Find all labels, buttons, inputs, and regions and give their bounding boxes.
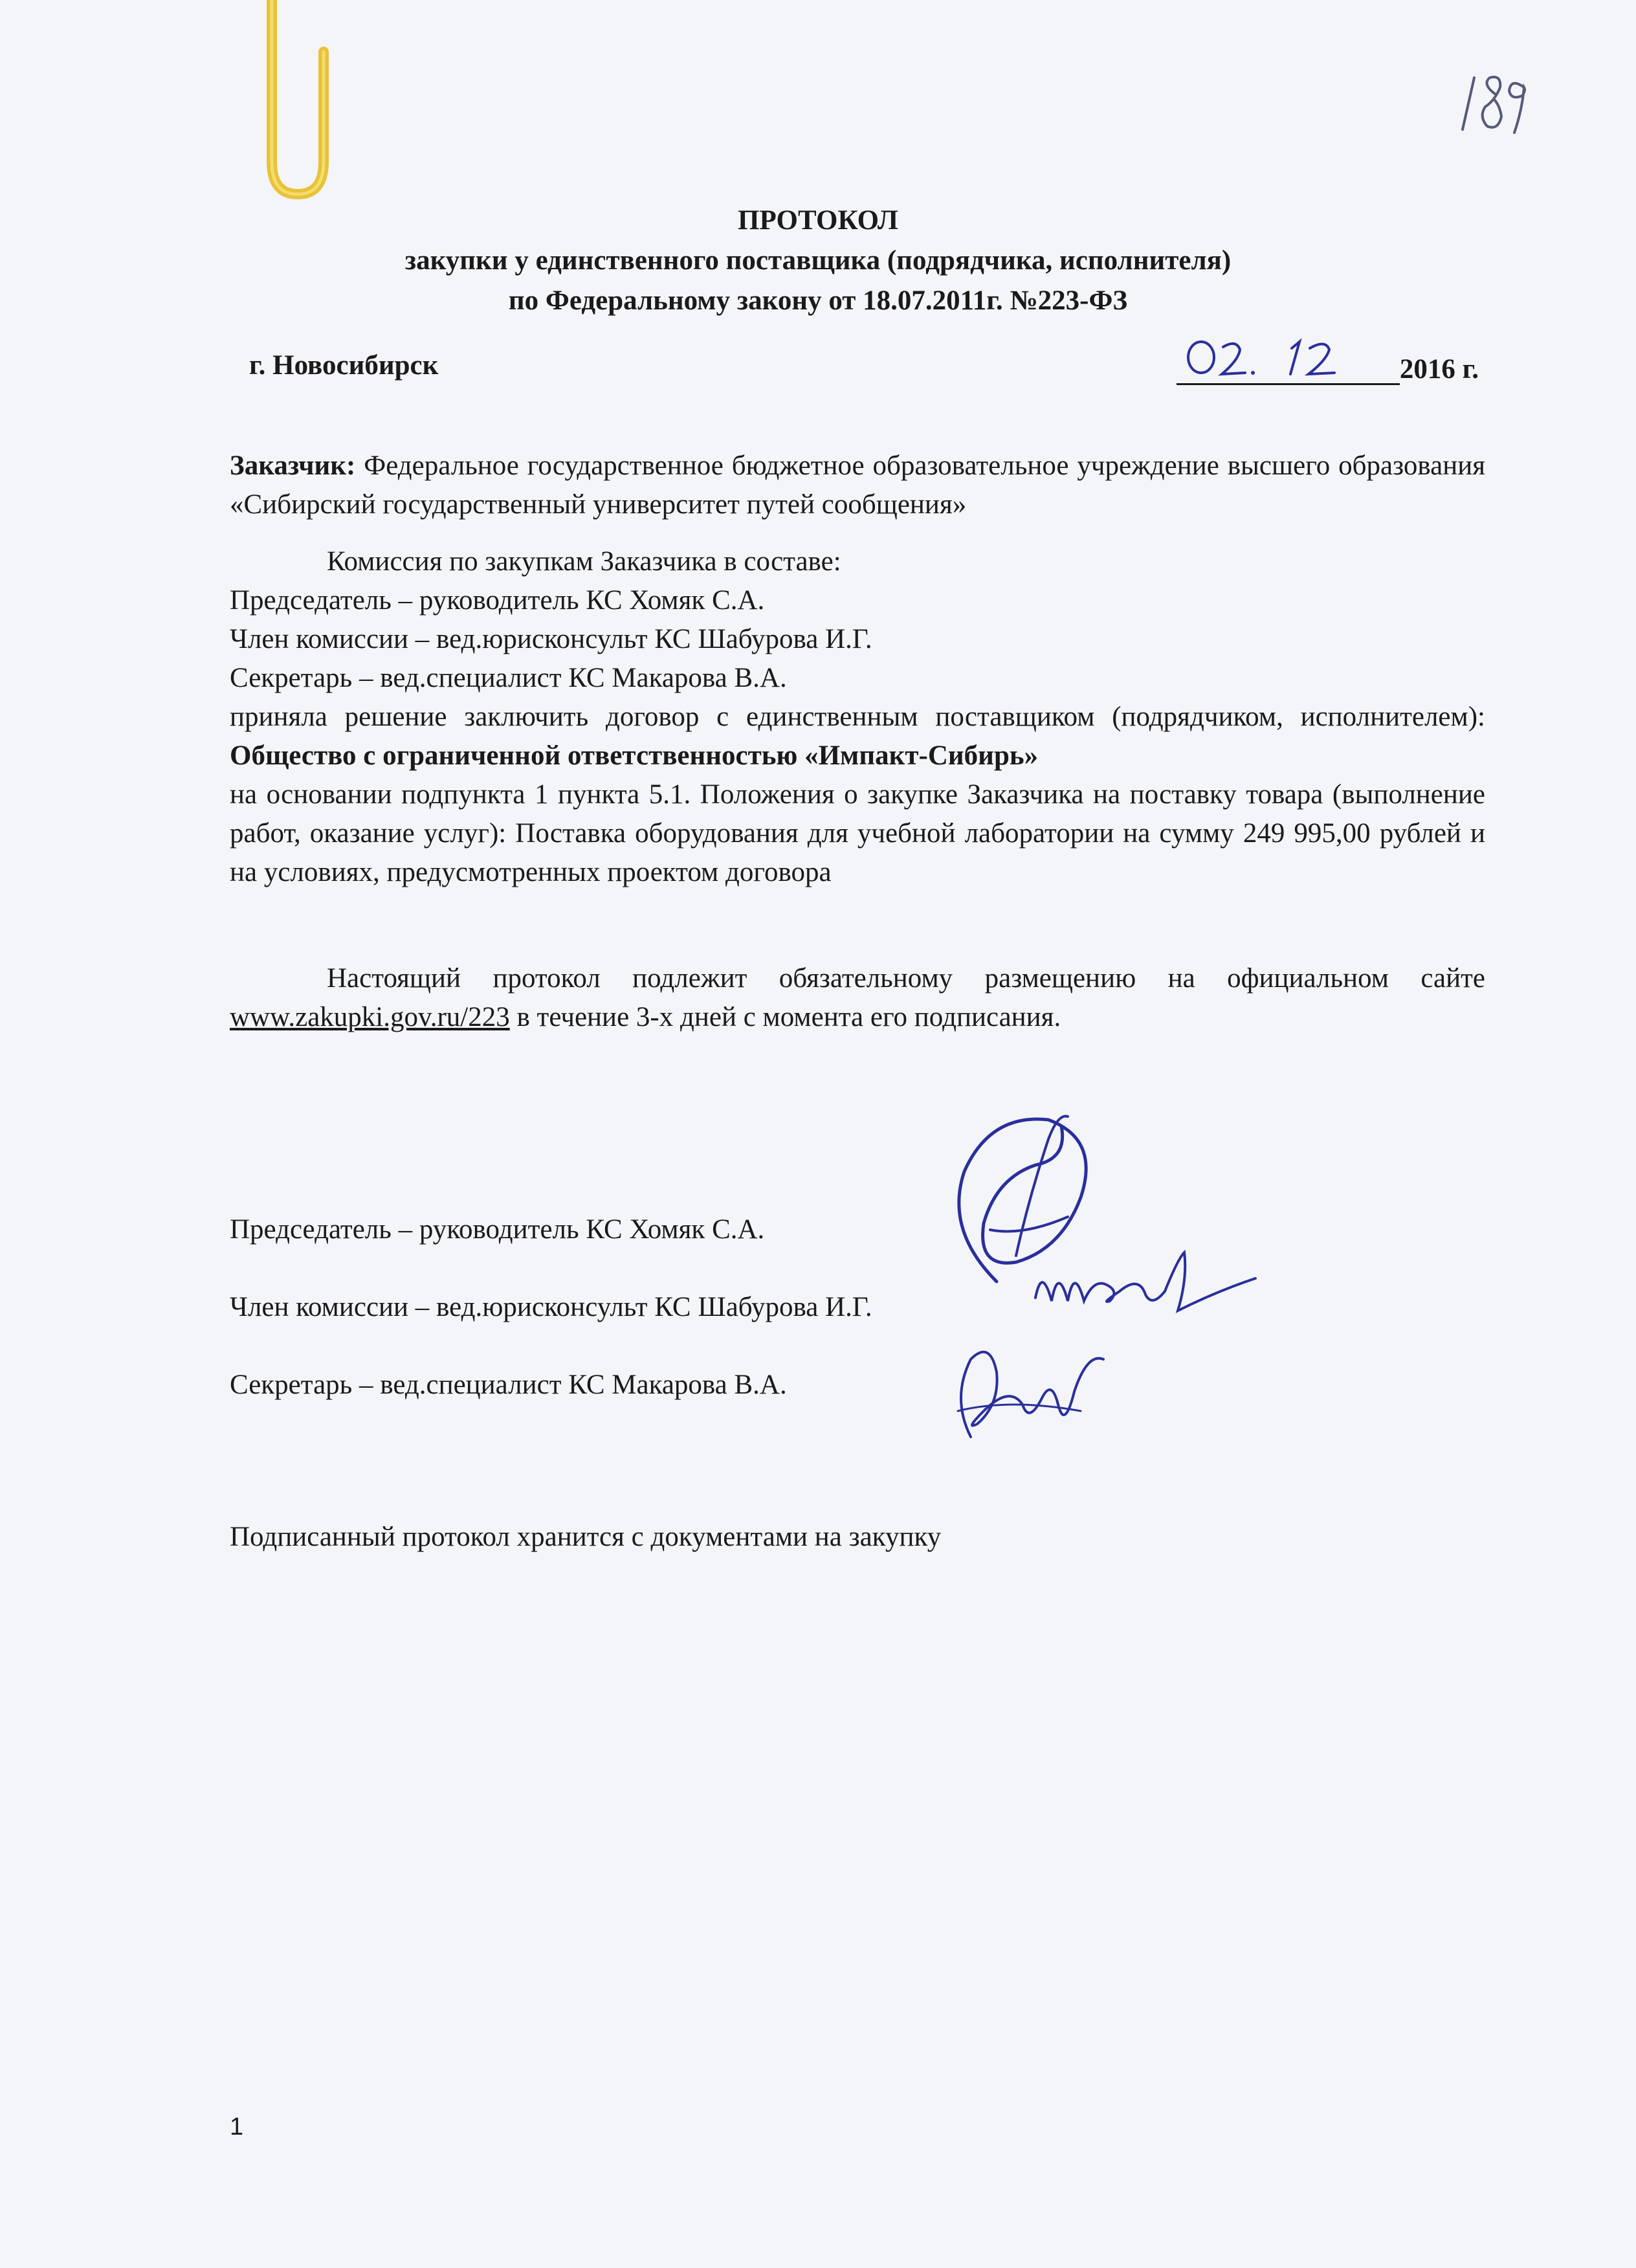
customer-label: Заказчик:	[230, 450, 356, 481]
date-year: 2016 г.	[1399, 354, 1479, 384]
commission-secretary: Секретарь – вед.специалист КС Макарова В.А.	[230, 663, 787, 693]
document-subtitle-2: по Федеральному закону от 18.07.2011г. №223-ФЗ	[508, 285, 1128, 316]
document-body	[230, 447, 1485, 1037]
zakupki-link[interactable]: www.zakupki.gov.ru/223	[230, 1002, 510, 1032]
decision-paragraph	[230, 698, 1485, 775]
document-header	[0, 201, 1636, 321]
place-date-line	[249, 350, 1479, 395]
document-date	[1177, 350, 1479, 385]
signature-line-chairman: Председатель – руководитель КС Хомяк С.А.	[230, 1214, 765, 1245]
city: г. Новосибирск	[249, 350, 439, 381]
member-signature-image	[1022, 1240, 1268, 1324]
document-title: ПРОТОКОЛ	[738, 205, 898, 236]
page-number: 1	[230, 2113, 244, 2140]
commission-intro: Комиссия по закупкам Заказчика в составе:	[327, 546, 841, 577]
secretary-signature-image	[932, 1333, 1126, 1450]
publication-paragraph	[230, 959, 1485, 1037]
commission-chairman: Председатель – руководитель КС Хомяк С.А.	[230, 585, 765, 616]
commission-member: Член комиссии – вед.юрисконсульт КС Шабурова И.Г.	[230, 624, 872, 654]
customer-paragraph	[230, 447, 1485, 524]
handwritten-date	[1177, 350, 1400, 385]
document-subtitle-1: закупки у единственного поставщика (подрядчика, исполнителя)	[404, 245, 1232, 276]
decision-basis: на основании подпункта 1 пункта 5.1. Положения о закупке Заказчика на поставку товара (выполнение работ, оказание услуг): Поставка оборудования для учебной лаборатории на сумму 249 995,00 рублей и на условиях, предусмотренных проектом договора	[230, 779, 1485, 887]
signature-line-secretary: Секретарь – вед.специалист КС Макарова В.А.	[230, 1370, 787, 1400]
publication-text-before: Настоящий протокол подлежит обязательному размещению на официальном сайте	[327, 963, 1485, 994]
paperclip-image	[246, 0, 349, 207]
publication-text-after: в течение 3-х дней с момента его подписания.	[516, 1002, 1061, 1032]
signature-block	[230, 1210, 872, 1443]
supplier-name: Общество с ограниченной ответственностью «Импакт-Сибирь»	[230, 740, 1039, 771]
decision-lead: приняла решение заключить договор с единственным поставщиком (подрядчиком, исполнителем):	[230, 702, 1485, 732]
customer-name: Федеральное государственное бюджетное образовательное учреждение высшего образования «Сибирский государственный университет путей сообщения»	[230, 450, 1485, 520]
handwritten-sheet-number	[1450, 71, 1534, 142]
stored-note: Подписанный протокол хранится с документами на закупку	[230, 1522, 942, 1552]
signature-line-member: Член комиссии – вед.юрисконсульт КС Шабурова И.Г.	[230, 1292, 872, 1322]
